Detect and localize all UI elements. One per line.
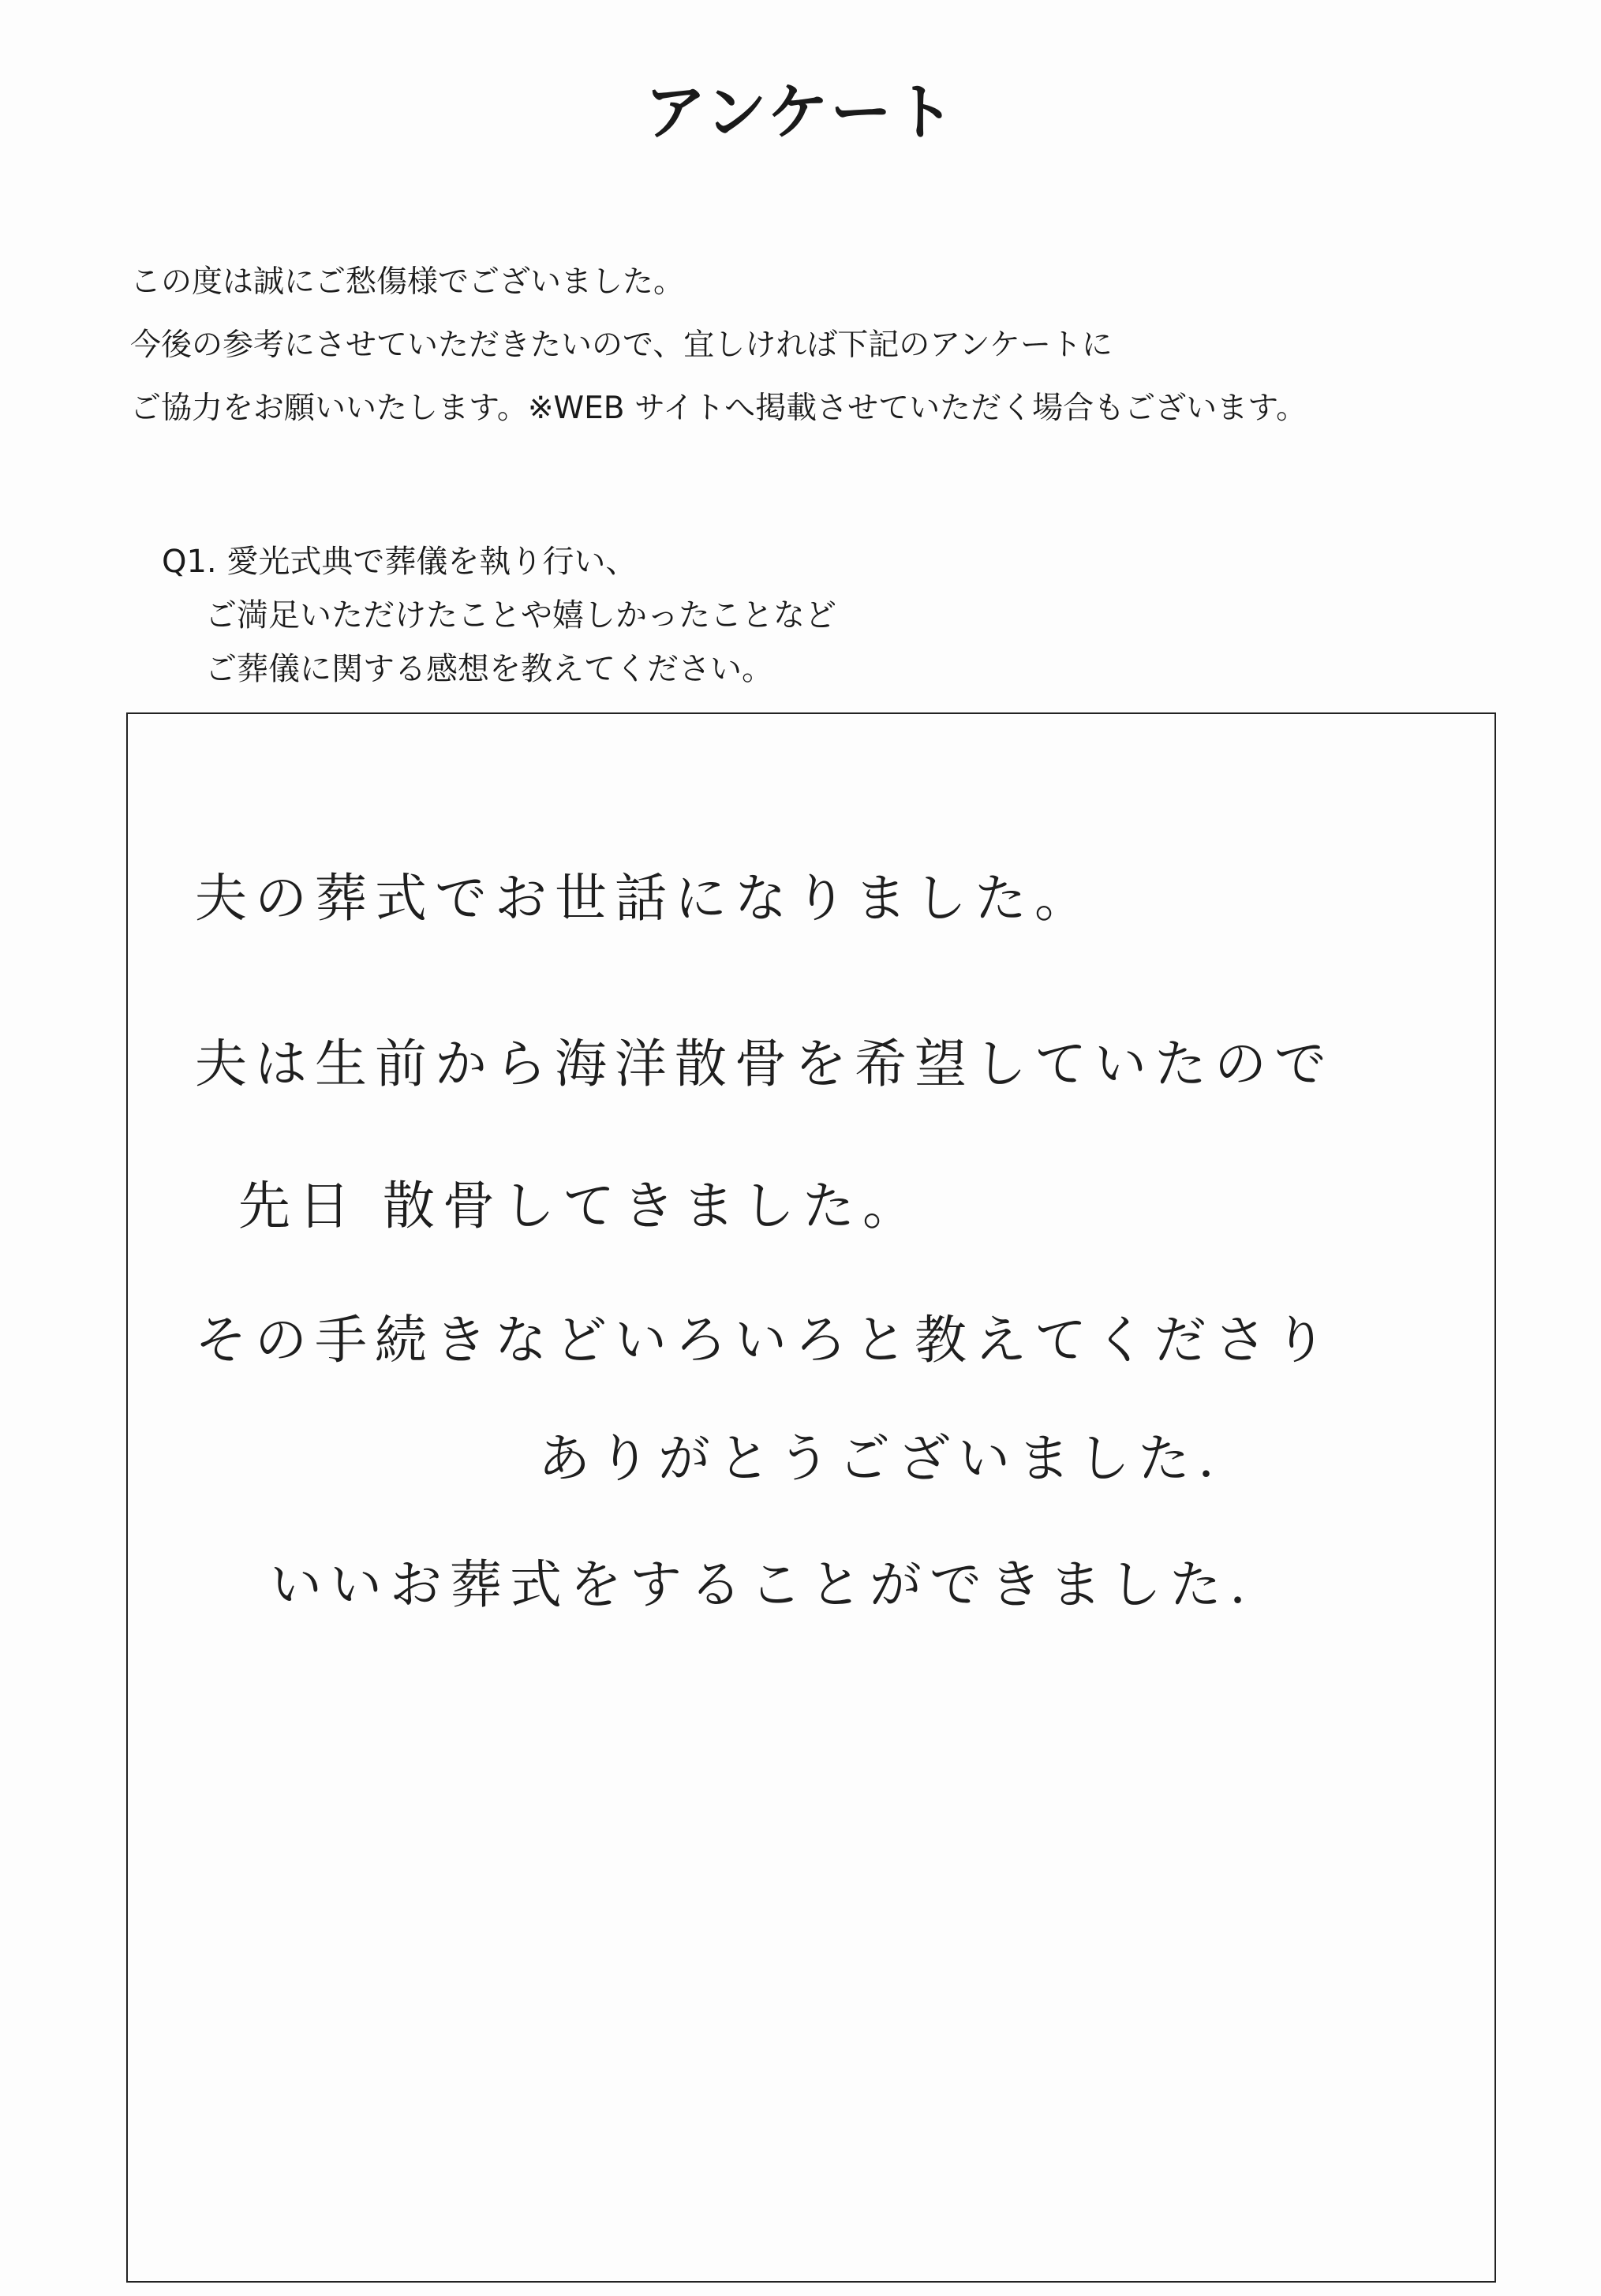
handwritten-line: 夫は生前から海洋散骨を希望していたので <box>195 1034 1334 1094</box>
question-line: ご葬儀に関する感想を教えてください。 <box>205 651 773 687</box>
handwritten-line: その手続きなどいろいろと教えてくださり <box>195 1310 1334 1370</box>
handwritten-line: ありがとうございました. <box>538 1428 1222 1489</box>
handwritten-line: 夫の葬式でお世話になりました。 <box>195 868 1094 929</box>
intro-line: 今後の参考にさせていただきたいので、宜しければ下記のアンケートに <box>130 327 1113 363</box>
page-title: アンケート <box>644 77 957 148</box>
intro-text <box>130 251 1307 440</box>
answer-box <box>126 712 1496 2283</box>
intro-line: この度は誠にご愁傷様でございました。 <box>130 264 685 300</box>
handwritten-line: 先日 散骨してきました。 <box>238 1176 922 1236</box>
question-line: ご満足いただけたことや嬉しかったことなど <box>205 597 836 634</box>
question-line: Q1. 愛光式典で葬儀を執り行い、 <box>162 544 638 580</box>
intro-line: ご協力をお願いいたします。※WEB サイトへ掲載させていただく場合もございます。 <box>130 391 1307 426</box>
question-q1 <box>162 535 836 696</box>
handwritten-line: いいお葬式をすることができました. <box>270 1554 1254 1615</box>
